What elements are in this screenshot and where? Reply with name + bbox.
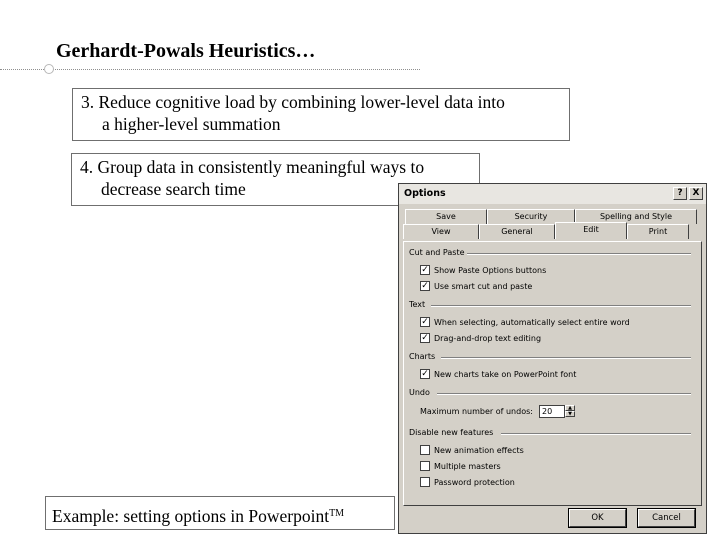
checkbox-label: Show Paste Options buttons <box>434 265 547 275</box>
spin-down-icon[interactable]: ▼ <box>565 411 575 417</box>
checkbox-new-animation-effects[interactable] <box>420 444 524 456</box>
checkbox-charts-powerpoint-font[interactable] <box>420 368 576 380</box>
checkbox-label: Use smart cut and paste <box>434 281 533 291</box>
tab-edit[interactable]: Edit <box>555 222 627 239</box>
heuristic-3-line1: 3. Reduce cognitive load by combining lower-level data into <box>81 92 505 112</box>
group-divider <box>501 433 691 435</box>
slide-title: Gerhardt-Powals Heuristics… <box>56 40 316 62</box>
checkbox-label: Multiple masters <box>434 461 501 471</box>
checkbox-show-paste-options[interactable] <box>420 264 546 276</box>
tab-security[interactable]: Security <box>487 209 575 224</box>
max-undos-spinner[interactable] <box>565 405 575 418</box>
options-dialog <box>398 183 707 534</box>
checkbox-label: Drag-and-drop text editing <box>434 333 542 343</box>
group-label-charts: Charts <box>409 352 436 361</box>
check-icon: ✓ <box>421 369 429 379</box>
check-icon: ✓ <box>421 265 429 275</box>
tab-save[interactable]: Save <box>405 209 487 224</box>
tab-spelling-and-style[interactable]: Spelling and Style <box>575 209 697 224</box>
title-rule-mark <box>44 64 54 74</box>
group-divider <box>441 357 691 359</box>
help-button[interactable]: ? <box>673 187 687 200</box>
checkbox-label: New charts take on PowerPoint font <box>434 369 577 379</box>
max-undos-input[interactable]: 20 <box>539 405 565 418</box>
heuristic-3-line2: a higher-level summation <box>102 114 281 134</box>
trademark-mark: TM <box>329 508 345 519</box>
example-caption-box <box>45 496 395 530</box>
close-button[interactable]: X <box>689 187 703 200</box>
cancel-button[interactable]: Cancel <box>638 509 695 527</box>
checkbox-label: Password protection <box>434 477 515 487</box>
checkbox-label: New animation effects <box>434 445 524 455</box>
tab-general[interactable]: General <box>479 224 555 239</box>
checkbox-smart-cut-paste[interactable] <box>420 280 532 292</box>
check-icon: ✓ <box>421 317 429 327</box>
dialog-title: Options <box>404 188 446 199</box>
check-icon: ✓ <box>421 333 429 343</box>
heuristic-4-line1: 4. Group data in consistently meaningful ways to <box>80 157 425 177</box>
checkbox-box <box>420 461 430 471</box>
checkbox-password-protection[interactable] <box>420 476 515 488</box>
checkbox-drag-drop-editing[interactable] <box>420 332 541 344</box>
checkbox-select-entire-word[interactable] <box>420 316 630 328</box>
checkbox-label: When selecting, automatically select entire word <box>434 317 630 327</box>
group-label-cut-paste: Cut and Paste <box>409 248 465 257</box>
spin-up-icon[interactable]: ▲ <box>565 405 575 411</box>
checkbox-box <box>420 477 430 487</box>
tab-view[interactable]: View <box>403 224 479 239</box>
check-icon: ✓ <box>421 281 429 291</box>
group-label-disable: Disable new features <box>409 428 494 437</box>
dialog-titlebar <box>399 184 706 204</box>
group-divider <box>431 305 691 307</box>
checkbox-multiple-masters[interactable] <box>420 460 501 472</box>
group-label-undo: Undo <box>409 388 430 397</box>
max-undos-label: Maximum number of undos: <box>420 407 533 416</box>
group-divider <box>437 393 691 395</box>
group-divider <box>467 253 691 255</box>
heuristic-4-line2: decrease search time <box>101 179 246 199</box>
group-label-text: Text <box>409 300 426 309</box>
checkbox-box <box>420 445 430 455</box>
tab-print[interactable]: Print <box>627 224 689 239</box>
example-caption: Example: setting options in Powerpoint <box>52 506 330 526</box>
heuristic-3-box <box>72 88 570 141</box>
title-rule <box>0 69 420 70</box>
ok-button[interactable]: OK <box>569 509 626 527</box>
